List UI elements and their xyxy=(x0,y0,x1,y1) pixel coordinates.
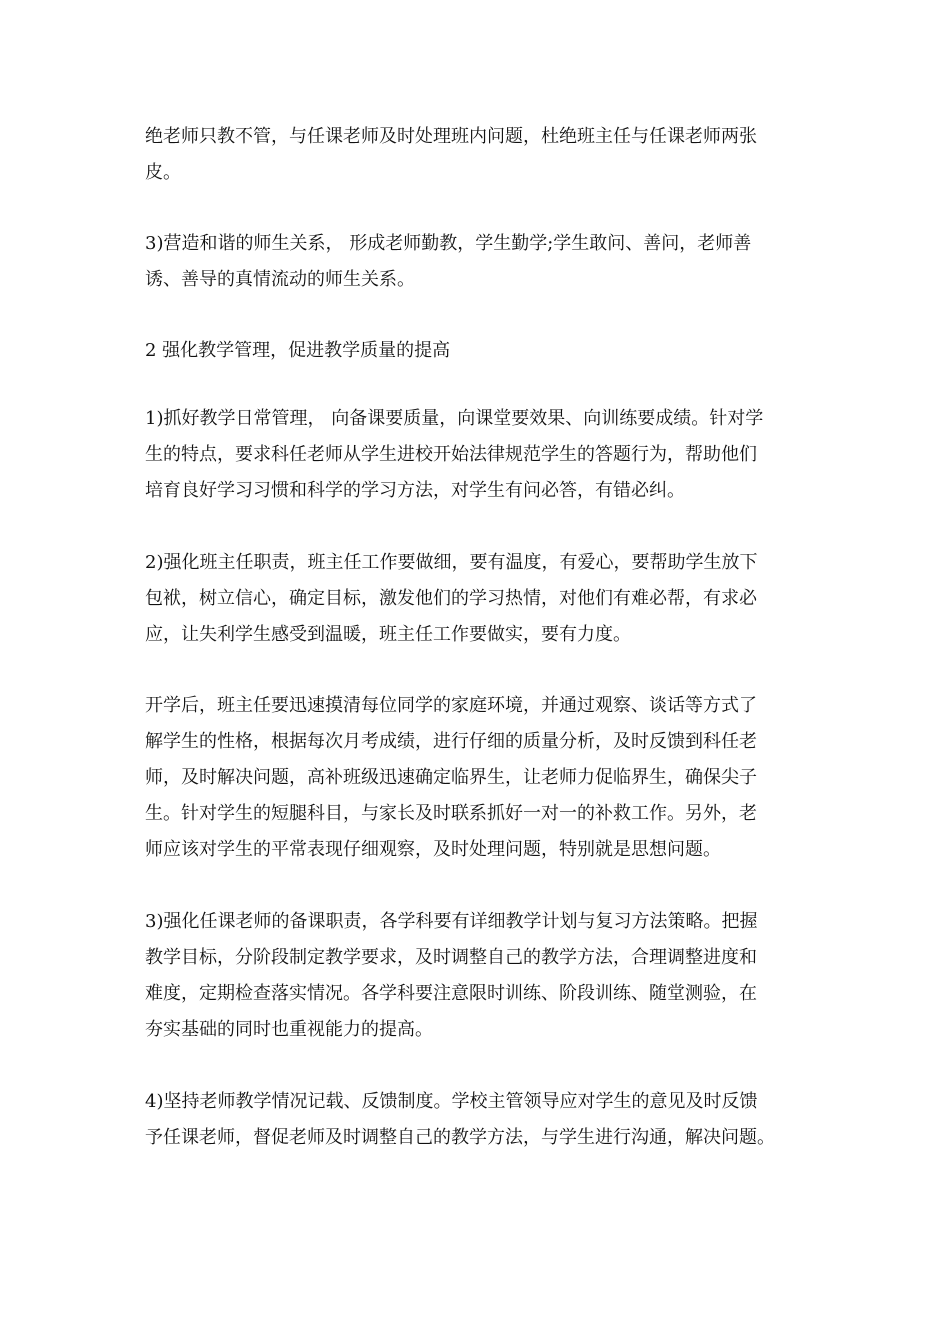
paragraph-line: 2 强化教学管理，促进教学质量的提高 xyxy=(145,340,451,361)
paragraph-line: 4)坚持老师教学情况记载、反馈制度。学校主管领导应对学生的意见及时反馈 xyxy=(145,1091,758,1112)
paragraph-line: 1)抓好教学日常管理， 向备课要质量，向课堂要效果、向训练要成绩。针对学 xyxy=(145,408,764,429)
paragraph-line: 皮。 xyxy=(145,162,181,183)
paragraph-line: 师应该对学生的平常表现仔细观察，及时处理问题，特别就是思想问题。 xyxy=(145,839,721,860)
paragraph-5 xyxy=(145,545,815,653)
paragraph-line: 诱、善导的真情流动的师生关系。 xyxy=(145,269,415,290)
paragraph-line: 教学目标，分阶段制定教学要求，及时调整自己的教学方法，合理调整进度和 xyxy=(145,947,757,968)
paragraph-line: 2)强化班主任职责，班主任工作要做细，要有温度，有爱心，要帮助学生放下 xyxy=(145,552,758,573)
paragraph-line: 绝老师只教不管，与任课老师及时处理班内问题，杜绝班主任与任课老师两张 xyxy=(145,126,757,147)
paragraph-line: 予任课老师，督促老师及时调整自己的教学方法，与学生进行沟通，解决问题。 xyxy=(145,1127,775,1148)
paragraph-2 xyxy=(145,226,815,298)
paragraph-line: 解学生的性格，根据每次月考成绩，进行仔细的质量分析，及时反馈到科任老 xyxy=(145,731,757,752)
paragraph-line: 3)营造和谐的师生关系， 形成老师勤教，学生勤学;学生敢问、善问，老师善 xyxy=(145,233,752,254)
paragraph-line: 3)强化任课老师的备课职责，各学科要有详细教学计划与复习方法策略。把握 xyxy=(145,911,758,932)
paragraph-6 xyxy=(145,688,815,868)
paragraph-line: 开学后，班主任要迅速摸清每位同学的家庭环境，并通过观察、谈话等方式了 xyxy=(145,695,757,716)
paragraph-7 xyxy=(145,904,815,1048)
paragraph-4 xyxy=(145,401,815,509)
paragraph-8 xyxy=(145,1084,815,1156)
paragraph-line: 应，让失利学生感受到温暖，班主任工作要做实，要有力度。 xyxy=(145,624,631,645)
paragraph-1 xyxy=(145,119,815,191)
paragraph-line: 包袱，树立信心，确定目标，激发他们的学习热情，对他们有难必帮，有求必 xyxy=(145,588,757,609)
paragraph-line: 生的特点，要求科任老师从学生进校开始法律规范学生的答题行为，帮助他们 xyxy=(145,444,757,465)
section-heading xyxy=(145,333,815,369)
paragraph-line: 夯实基础的同时也重视能力的提高。 xyxy=(145,1019,433,1040)
paragraph-line: 师，及时解决问题，高补班级迅速确定临界生，让老师力促临界生，确保尖子 xyxy=(145,767,757,788)
paragraph-line: 生。针对学生的短腿科目，与家长及时联系抓好一对一的补救工作。另外，老 xyxy=(145,803,757,824)
paragraph-line: 培育良好学习习惯和科学的学习方法，对学生有问必答，有错必纠。 xyxy=(145,480,685,501)
paragraph-line: 难度，定期检查落实情况。各学科要注意限时训练、阶段训练、随堂测验，在 xyxy=(145,983,757,1004)
